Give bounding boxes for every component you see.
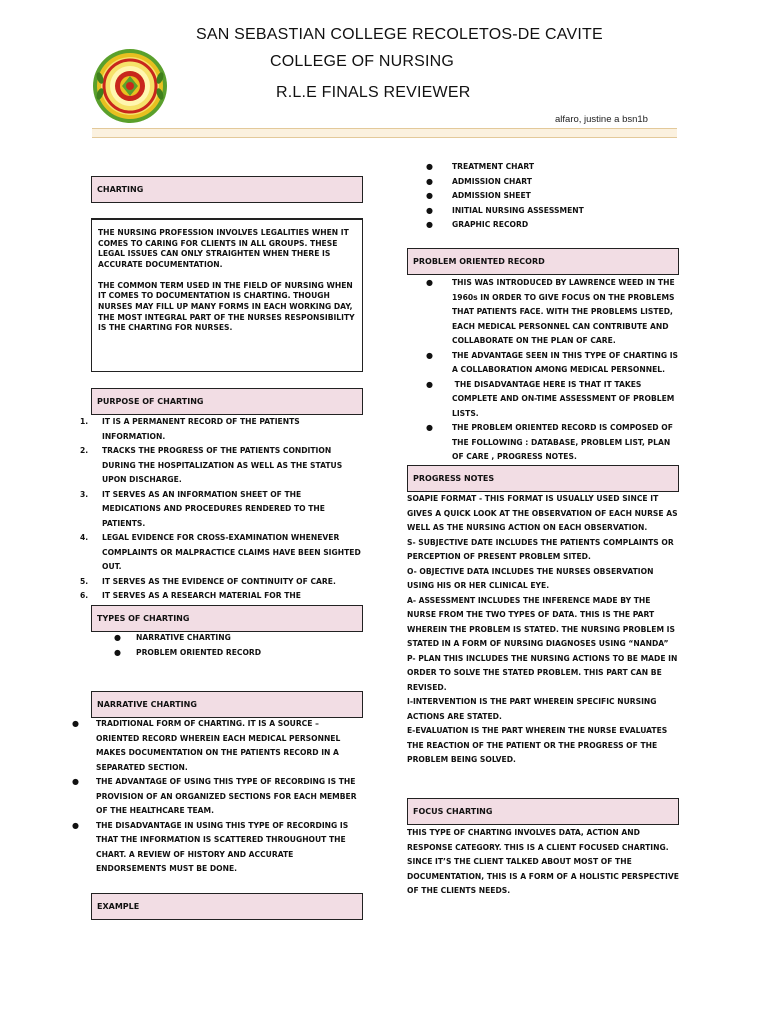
heading-problem-oriented-record: PROBLEM ORIENTED RECORD [407, 248, 679, 275]
list-item [426, 421, 680, 465]
list-item [80, 575, 362, 590]
chart-types-list [426, 160, 686, 233]
list-item [80, 531, 362, 575]
item-text: ADMISSION CHART [452, 176, 532, 186]
item-text: THE ADVANTAGE OF USING THIS TYPE OF RECORDING IS THE PROVISION OF AN ORGANIZED SECTIONS FOR EACH MEMBER OF THE HEALTHCARE TEAM. [96, 777, 357, 815]
soapie-line: I-INTERVENTION IS THE PART WHEREIN SPECIFIC NURSING ACTIONS ARE STATED. [407, 697, 657, 721]
heading-focus-charting: FOCUS CHARTING [407, 798, 679, 825]
list-item [426, 189, 686, 204]
college-name: COLLEGE OF NURSING [270, 53, 455, 70]
purpose-list [80, 415, 362, 618]
bullet-icon: ● [426, 278, 433, 287]
item-text: IT SERVES AS A RESEARCH MATERIAL FOR THE [102, 591, 301, 600]
item-number: 4. [80, 533, 89, 542]
charting-paragraph: THE NURSING PROFESSION INVOLVES LEGALITIES WHEN IT COMES TO CARING FOR CLIENTS IN ALL GROUPS. THESE LEGAL ISSUES CAN ONLY STRAIGHTEN WHEN THERE IS ACCURATE DOCUMENTATION. [98, 228, 349, 269]
school-name: SAN SEBASTIAN COLLEGE RECOLETOS-DE CAVITE [196, 26, 603, 43]
list-item [80, 415, 362, 444]
bullet-icon: ● [72, 820, 79, 830]
heading-example: EXAMPLE [91, 893, 363, 920]
list-item [426, 175, 686, 190]
heading-purpose-of-charting: PURPOSE OF CHARTING [91, 388, 363, 415]
bullet-icon: ● [426, 220, 433, 229]
list-item [426, 218, 686, 233]
soapie-line: O- OBJECTIVE DATA INCLUDES THE NURSES OBSERVATION USING HIS OR HER CLINICAL EYE. [407, 566, 654, 590]
item-number: 1. [80, 417, 89, 426]
list-item [426, 349, 680, 378]
heading-types-of-charting: TYPES OF CHARTING [91, 605, 363, 632]
bullet-icon: ● [426, 176, 433, 186]
item-text: TRADITIONAL FORM OF CHARTING. IT IS A SOURCE – ORIENTED RECORD WHEREIN EACH MEDICAL PERSONNEL MAKES DOCUMENTATION ON THE PATIENTS RECORD IN A SEPARATED SECTION. [96, 719, 341, 772]
item-text: IT SERVES AS THE EVIDENCE OF CONTINUITY OF CARE. [102, 576, 336, 586]
bullet-icon: ● [114, 633, 121, 642]
item-text: THE DISADVANTAGE IN USING THIS TYPE OF RECORDING IS THAT THE INFORMATION IS SCATTERED THROUGHOUT THE CHART. A REVIEW OF HISTORY AND ACCURATE ENDORSEMENTS MUST BE DONE. [96, 820, 349, 873]
list-item [72, 819, 362, 877]
item-number: 3. [80, 489, 89, 499]
list-item [426, 378, 680, 422]
bullet-icon: ● [426, 162, 433, 171]
item-text: IT IS A PERMANENT RECORD OF THE PATIENTS INFORMATION. [102, 417, 300, 441]
heading-narrative-charting: NARRATIVE CHARTING [91, 691, 363, 718]
bullet-icon: ● [426, 423, 433, 432]
soapie-line: A- ASSESSMENT INCLUDES THE INFERENCE MADE BY THE NURSE FROM THE TWO TYPES OF DATA. THIS IS THE PART WHEREIN THE PROBLEM IS STATED. THE NURSING PROBLEM IS STATED IN A FORM OF NURSING DIAGNOSES USING “NANDA” [407, 595, 675, 648]
list-item [426, 204, 686, 219]
focus-charting-body [407, 826, 679, 899]
item-text: THIS WAS INTRODUCED BY LAWRENCE WEED IN THE 1960s IN ORDER TO GIVE FOCUS ON THE PROBLEMS THAT PATIENTS FACE. WITH THE PROBLEMS LISTED, EACH MEDICAL PERSONNEL CAN CONTRIBUTE AND COLLABORATE ON THE PLAN OF CARE. [452, 278, 675, 345]
list-item [80, 444, 362, 488]
bullet-icon: ● [426, 205, 433, 215]
item-text: PROBLEM ORIENTED RECORD [136, 647, 262, 657]
item-text: THE PROBLEM ORIENTED RECORD IS COMPOSED OF THE FOLLOWING : DATABASE, PROBLEM LIST, PLAN OF CARE , PROGRESS NOTES. [452, 423, 673, 461]
charting-paragraph: THE COMMON TERM USED IN THE FIELD OF NURSING WHEN IT COMES TO DOCUMENTATION IS CHARTING. THOUGH NURSES MAY FILL UP MANY FORMS IN EACH WORKING DAY, THE MOST INTEGRAL PART OF THE NURSES RESPONSIBILITY IS THE CHARTING FOR NURSES. [98, 280, 355, 333]
item-text: TRACKS THE PROGRESS OF THE PATIENTS CONDITION DURING THE HOSPITALIZATION AS WELL AS THE STATUS UPON DISCHARGE. [102, 446, 343, 484]
narrative-list [72, 717, 362, 877]
heading-charting: CHARTING [91, 176, 363, 203]
item-text: LEGAL EVIDENCE FOR CROSS-EXAMINATION WHENEVER COMPLAINTS OR MALPRACTICE CLAIMS HAVE BEEN SIGHTED OUT. [102, 533, 361, 571]
list-item [72, 717, 362, 775]
focus-text: THIS TYPE OF CHARTING INVOLVES DATA, ACTION AND RESPONSE CATEGORY. THIS IS A CLIENT FOCUSED CHARTING. SINCE IT’S THE CLIENT TALKED ABOUT MOST OF THE DOCUMENTATION, THIS IS A FORM OF A HOLISTIC PERSPECTIVE OF THE CLIENTS NEEDS. [407, 828, 679, 895]
soapie-line: SOAPIE FORMAT - THIS FORMAT IS USUALLY USED SINCE IT GIVES A QUICK LOOK AT THE OBSERVATION OF EACH NURSE AS WELL AS THE NURSING ACTION ON EACH OBSERVATION. [407, 494, 678, 532]
types-list [114, 631, 362, 660]
list-item [426, 276, 680, 349]
item-text: ADMISSION SHEET [452, 191, 531, 200]
list-item [80, 488, 362, 532]
soapie-line: E-EVALUATION IS THE PART WHEREIN THE NURSE EVALUATES THE REACTION OF THE PATIENT OR THE PROGRESS OF THE PROBLEM BEING SOLVED. [407, 726, 668, 764]
charting-description-box [91, 218, 363, 372]
bullet-icon: ● [72, 719, 79, 728]
soapie-line: S- SUBJECTIVE DATE INCLUDES THE PATIENTS COMPLAINTS OR PERCEPTION OF PRESENT PROBLEM SITED. [407, 537, 674, 561]
list-item [72, 775, 362, 819]
college-seal-logo [92, 48, 168, 124]
soapie-line: P- PLAN THIS INCLUDES THE NURSING ACTIONS TO BE MADE IN ORDER TO SOLVE THE STATED PROBLEM. THIS PART CAN BE REVISED. [407, 653, 678, 692]
bullet-icon: ● [426, 191, 433, 200]
item-text: THE DISADVANTAGE HERE IS THAT IT TAKES COMPLETE AND ON-TIME ASSESSMENT OF PROBLEM LISTS. [452, 379, 677, 418]
bullet-icon: ● [426, 379, 433, 389]
item-number: 6. [80, 591, 89, 600]
item-text: TREATMENT CHART [452, 162, 535, 171]
item-number: 2. [80, 446, 89, 455]
por-list [426, 276, 680, 465]
bullet-icon: ● [114, 647, 121, 657]
item-text: GRAPHIC RECORD [452, 220, 529, 229]
list-item [114, 631, 362, 646]
list-item [114, 646, 362, 661]
heading-progress-notes: PROGRESS NOTES [407, 465, 679, 492]
list-item [426, 160, 686, 175]
header-divider [92, 128, 677, 138]
item-text: THE ADVANTAGE SEEN IN THIS TYPE OF CHARTING IS A COLLABORATION AMONG MEDICAL PERSONNEL. [452, 350, 679, 374]
item-number: 5. [80, 576, 89, 586]
progress-notes-body [407, 492, 679, 768]
bullet-icon: ● [72, 777, 79, 786]
document-title: R.L.E FINALS REVIEWER [276, 84, 471, 101]
bullet-icon: ● [426, 350, 433, 360]
item-text: INITIAL NURSING ASSESSMENT [452, 205, 584, 215]
item-text: NARRATIVE CHARTING [136, 633, 231, 642]
author-line: alfaro, justine a bsn1b [555, 114, 648, 125]
item-text: IT SERVES AS AN INFORMATION SHEET OF THE MEDICATIONS AND PROCEDURES RENDERED TO THE PATIENTS. [102, 489, 325, 528]
